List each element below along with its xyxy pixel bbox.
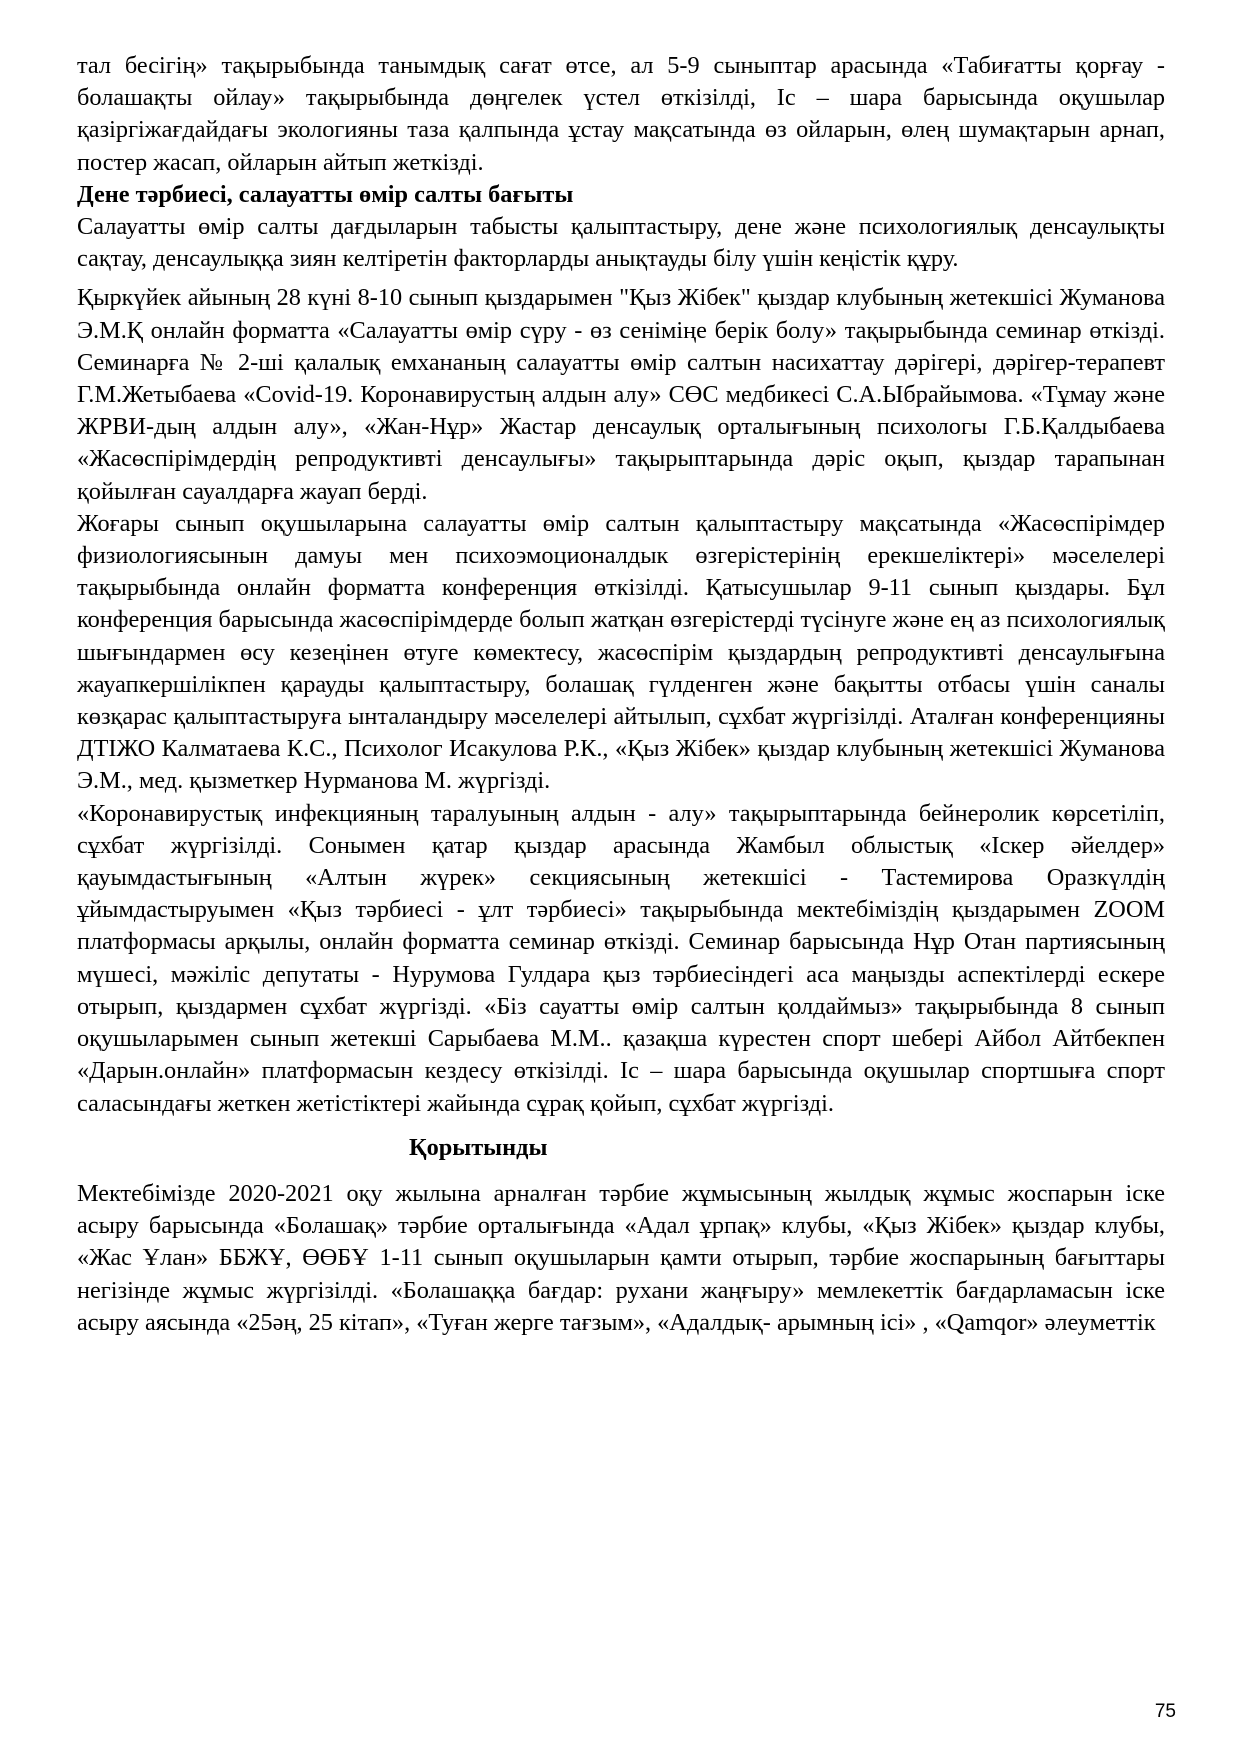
page-number: 75 (1154, 1701, 1176, 1722)
paragraph-ecology-events: тал бесігің» тақырыбында танымдық сағат өтсе, ал 5-9 сыныптар арасында «Табиғатты қорғау - болашақты ойлау» тақырыбында дөңгелек үстел өткізілді, Іс – шара барысында оқушылар қазіргіжағдайдағы экологияны таза қалпында ұстау мақсатында өз ойларын, өлең шумақтарын арнап, постер жасап, ойларын айтып жеткізді. (77, 52, 1165, 176)
page-content (77, 50, 1165, 1339)
paragraph-coronavirus-prevention: «Коронавирустық инфекцияның таралуының алдын - алу» тақырыптарында бейнеролик көрсетіліп, сұхбат жүргізілді. Сонымен қатар қыздар арасында Жамбыл облыстық «Іскер әйелдер» қауымдастығының «Алтын жүрек» секциясының жетекшісі - Тастемирова Оразкүлдің ұйымдастыруымен «Қыз тәрбиесі - ұлт тәрбиесі» тақырыбында мектебіміздің қыздарымен ZOOM платформасы арқылы, онлайн форматта семинар өткізді. Семинар барысында Нұр Отан партиясының мүшесі, мәжіліс депутаты - Нурумова Гулдара қыз тәрбиесіндегі аса маңызды аспектілерді ескере отырып, қыздармен сұхбат жүргізді. «Біз сауатты өмір салтын қолдаймыз» тақырыбында 8 сынып оқушыларымен сынып жетекші Сарыбаева М.М.. қазақша күрестен спорт шебері Айбол Айтбекпен «Дарын.онлайн» платформасын кездесу өткізілді. Іс – шара барысында оқушылар спортшыға спорт саласындағы жеткен жетістіктері жайында сұрақ қойып, сұхбат жүргізді. (77, 799, 1165, 1117)
paragraph-conference: Жоғары сынып оқушыларына салауатты өмір салтын қалыптастыру мақсатында «Жасөспірімдер физиологиясынын дамуы мен психоэмоционалдык өзгерістерінің ерекшеліктері» мәселелері тақырыбында онлайн форматта конференция өткізілді. Қатысушылар 9-11 сынып қыздары. Бұл конференция барысында жасөспірімдерде болып жатқан өзгерістерді түсінуге және ең аз психологиялық шығындармен өсу кезеңінен өтуге көмектесу, жасөспірім қыздардың репродуктивті денсаулығына жауапкершілікпен қарауды қалыптастыру, болашақ гүлденген және бақытты отбасы үшін саналы көзқарас қалыптастыруға ынталандыру мәселелері айтылып, сұхбат жүргізілді. Аталған конференцияны ДТІЖО Калматаева К.С., Психолог Исакулова Р.К., «Қыз Жібек» қыздар клубының жетекшісі Жуманова Э.М., мед. қызметкер Нурманова М. жүргізді. (77, 509, 1165, 795)
paragraph-healthy-lifestyle-goal: Салауатты өмір салты дағдыларын табысты қалыптастыру, дене және психологиялық денсаулықты сақтау, денсаулыққа зиян келтіретін факторларды анықтауды білу үшін кеңістік құру. (77, 213, 1165, 273)
paragraph-seminar-september: Қыркүйек айының 28 күні 8-10 сынып қыздарымен "Қыз Жібек" қыздар клубының жетекшісі Жуманова Э.М.Қ онлайн форматта «Салауатты өмір сүру - өз сеніміңе берік болу» тақырыбында семинар өткізді. Семинарға № 2-ші қалалық емхананың салауатты өмір салтын насихаттау дәрігері, дәрігер-терапевт Г.М.Жетыбаева «Covid-19. Коронавирустың алдын алу» СӨС медбикесі С.А.Ыбрайымова. «Тұмау және ЖРВИ-дың алдын алу», «Жан-Нұр» Жастар денсаулық орталығының психологы Г.Б.Қалдыбаева «Жасөспірімдердің репродуктивті денсаулығы» тақырыптарында дәріс оқып, қыздар тарапынан қойылған сауалдарға жауап берді. (77, 284, 1165, 505)
section-heading-conclusion: Қорытынды (409, 1133, 548, 1161)
paragraph-conclusion: Мектебімізде 2020-2021 оқу жылына арналған тәрбие жұмысының жылдық жұмыс жоспарын іске асыру барысында «Болашақ» тәрбие орталығында «Адал ұрпақ» клубы, «Қыз Жібек» қыздар клубы, «Жас Ұлан» ББЖҰ, ӨӨБҰ 1-11 сынып оқушыларын қамти отырып, тәрбие жоспарының бағыттары негізінде жұмыс жүргізілді. «Болашаққа бағдар: рухани жаңғыру» мемлекеттік бағдарламасын іске асыру аясында «25әң, 25 кітап», «Туған жерге тағзым», «Адалдық- арымның ісі» , «Qamqor» әлеуметтік (77, 1179, 1165, 1336)
section-heading-physical-education: Дене тәрбиесі, салауатты өмір салты бағыты (77, 180, 574, 208)
